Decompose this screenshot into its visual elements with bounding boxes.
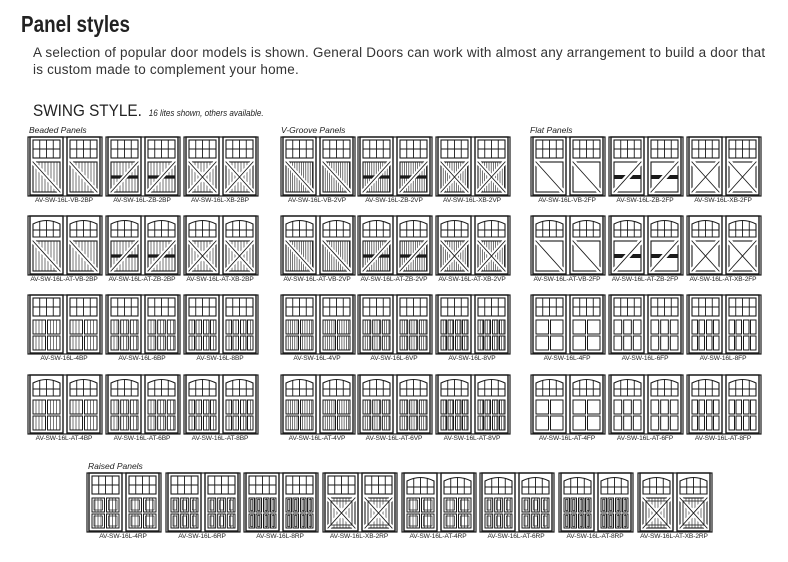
door-model-label: AV-SW-16L-ZB-2BP <box>113 197 171 204</box>
section-title: SWING STYLE. <box>33 101 142 120</box>
door-model <box>357 215 431 285</box>
door-model <box>558 472 632 542</box>
door-model-label: AV-SW-16L-AT-4FP <box>538 435 596 442</box>
door-illustration <box>357 294 433 355</box>
door-model-label: AV-SW-16L-AT-ZB-2VP <box>360 276 428 283</box>
door-illustration <box>686 294 762 355</box>
door-illustration <box>183 136 259 197</box>
section-note: 16 lites shown, others available. <box>148 108 264 118</box>
door-illustration <box>435 136 511 197</box>
door-model-label: AV-SW-16L-8RP <box>256 533 304 540</box>
door-illustration <box>165 472 241 533</box>
door-model-label: AV-SW-16L-AT-8RP <box>566 533 624 540</box>
door-model <box>322 472 396 542</box>
door-illustration <box>183 215 259 276</box>
intro-text: A selection of popular door models is shown. General Doors can work with almost any arrangement to build a door that is custom made to complement your home. <box>33 45 766 77</box>
door-model <box>686 374 760 444</box>
door-model-label: AV-SW-16L-AT-VB-2BP <box>30 276 98 283</box>
door-model <box>183 215 257 285</box>
door-illustration <box>530 215 606 276</box>
door-model <box>435 294 509 364</box>
door-model-label: AV-SW-16L-AT-6FP <box>616 435 674 442</box>
door-model <box>280 136 354 206</box>
door-model-label: AV-SW-16L-AT-ZB-2FP <box>611 276 679 283</box>
door-model-label: AV-SW-16L-AT-8BP <box>191 435 249 442</box>
door-model <box>183 374 257 444</box>
door-illustration <box>686 136 762 197</box>
door-model <box>243 472 317 542</box>
door-model-label: AV-SW-16L-AT-6RP <box>487 533 545 540</box>
door-model <box>105 215 179 285</box>
door-illustration <box>357 374 433 435</box>
door-model-label: AV-SW-16L-6RP <box>178 533 226 540</box>
door-illustration <box>637 472 713 533</box>
door-model-label: AV-SW-16L-AT-XB-2BP <box>186 276 254 283</box>
door-illustration <box>435 215 511 276</box>
door-model-label: AV-SW-16L-ZB-2FP <box>616 197 674 204</box>
door-model <box>401 472 475 542</box>
door-model-label: AV-SW-16L-AT-4VP <box>288 435 346 442</box>
door-model-label: AV-SW-16L-6FP <box>621 355 669 362</box>
door-illustration <box>280 374 356 435</box>
door-model-label: AV-SW-16L-XB-2BP <box>191 197 249 204</box>
door-model-label: AV-SW-16L-VB-2BP <box>35 197 93 204</box>
door-model-label: AV-SW-16L-8FP <box>699 355 747 362</box>
door-model <box>608 294 682 364</box>
group-label-raised: Raised Panels <box>88 461 143 471</box>
door-model-label: AV-SW-16L-AT-8VP <box>443 435 501 442</box>
door-model <box>105 294 179 364</box>
door-illustration <box>322 472 398 533</box>
door-illustration <box>558 472 634 533</box>
page-title: Panel styles <box>21 11 131 37</box>
door-illustration <box>27 215 103 276</box>
door-illustration <box>27 136 103 197</box>
door-model <box>27 136 101 206</box>
door-model <box>27 374 101 444</box>
door-model-label: AV-SW-16L-AT-4BP <box>35 435 93 442</box>
door-model <box>357 374 431 444</box>
section-heading <box>33 101 264 121</box>
door-illustration <box>27 374 103 435</box>
door-illustration <box>435 374 511 435</box>
door-model <box>357 294 431 364</box>
door-illustration <box>530 294 606 355</box>
group-label-vgroove: V-Groove Panels <box>281 125 346 135</box>
door-model <box>27 294 101 364</box>
door-model-label: AV-SW-16L-4RP <box>99 533 147 540</box>
door-model <box>280 374 354 444</box>
door-model-label: AV-SW-16L-ZB-2VP <box>365 197 423 204</box>
door-model <box>530 374 604 444</box>
door-model <box>530 294 604 364</box>
door-illustration <box>243 472 319 533</box>
door-illustration <box>105 374 181 435</box>
door-illustration <box>280 215 356 276</box>
door-model-label: AV-SW-16L-XB-2RP <box>329 533 389 540</box>
door-model <box>357 136 431 206</box>
door-model-label: AV-SW-16L-AT-4RP <box>409 533 467 540</box>
door-model <box>608 374 682 444</box>
door-illustration <box>183 374 259 435</box>
door-model-label: AV-SW-16L-8VP <box>448 355 496 362</box>
door-model-label: AV-SW-16L-XB-2FP <box>694 197 752 204</box>
door-model-label: AV-SW-16L-6BP <box>118 355 166 362</box>
door-illustration <box>530 374 606 435</box>
door-illustration <box>27 294 103 355</box>
door-illustration <box>608 215 684 276</box>
door-model-label: AV-SW-16L-AT-6BP <box>113 435 171 442</box>
door-model <box>435 136 509 206</box>
door-illustration <box>530 136 606 197</box>
door-model <box>165 472 239 542</box>
door-model-label: AV-SW-16L-AT-VB-2FP <box>533 276 601 283</box>
door-illustration <box>608 136 684 197</box>
door-illustration <box>479 472 555 533</box>
door-model <box>637 472 711 542</box>
door-model <box>183 294 257 364</box>
door-illustration <box>105 294 181 355</box>
door-illustration <box>357 136 433 197</box>
door-model <box>105 136 179 206</box>
door-illustration <box>357 215 433 276</box>
door-model <box>530 136 604 206</box>
door-model-label: AV-SW-16L-4VP <box>293 355 341 362</box>
door-model <box>27 215 101 285</box>
door-model <box>86 472 160 542</box>
door-model-label: AV-SW-16L-VB-2FP <box>538 197 596 204</box>
door-model-label: AV-SW-16L-XB-2VP <box>443 197 501 204</box>
door-model <box>686 215 760 285</box>
door-model-label: AV-SW-16L-AT-XB-2VP <box>438 276 506 283</box>
door-illustration <box>608 374 684 435</box>
door-illustration <box>608 294 684 355</box>
door-model <box>530 215 604 285</box>
door-illustration <box>280 136 356 197</box>
door-illustration <box>183 294 259 355</box>
door-model <box>105 374 179 444</box>
door-illustration <box>435 294 511 355</box>
group-label-flat: Flat Panels <box>530 125 573 135</box>
door-model <box>608 215 682 285</box>
door-model-label: AV-SW-16L-VB-2VP <box>288 197 346 204</box>
door-model-label: AV-SW-16L-AT-ZB-2BP <box>108 276 176 283</box>
door-model <box>686 294 760 364</box>
door-illustration <box>86 472 162 533</box>
door-illustration <box>280 294 356 355</box>
door-model <box>686 136 760 206</box>
door-model-label: AV-SW-16L-8BP <box>196 355 244 362</box>
door-illustration <box>105 215 181 276</box>
door-model <box>479 472 553 542</box>
door-model-label: AV-SW-16L-AT-VB-2VP <box>283 276 351 283</box>
door-model-label: AV-SW-16L-6VP <box>370 355 418 362</box>
group-label-beaded: Beaded Panels <box>29 125 87 135</box>
door-model <box>183 136 257 206</box>
door-model-label: AV-SW-16L-4FP <box>543 355 591 362</box>
door-model <box>435 374 509 444</box>
door-model <box>608 136 682 206</box>
door-illustration <box>686 215 762 276</box>
door-model <box>280 215 354 285</box>
door-model-label: AV-SW-16L-AT-XB-2RP <box>640 533 708 540</box>
door-illustration <box>401 472 477 533</box>
door-model <box>435 215 509 285</box>
door-model-label: AV-SW-16L-AT-6VP <box>365 435 423 442</box>
door-illustration <box>686 374 762 435</box>
door-illustration <box>105 136 181 197</box>
door-model-label: AV-SW-16L-AT-8FP <box>694 435 752 442</box>
door-model-label: AV-SW-16L-AT-XB-2FP <box>689 276 757 283</box>
door-model-label: AV-SW-16L-4BP <box>40 355 88 362</box>
door-model <box>280 294 354 364</box>
